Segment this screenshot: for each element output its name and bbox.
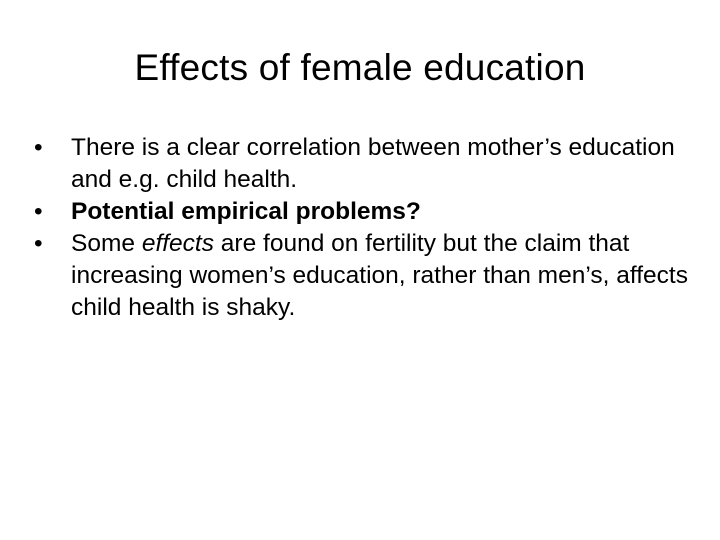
bullet-text-italic: effects bbox=[141, 230, 214, 257]
bullet-text-bold: Potential empirical problems? bbox=[71, 198, 421, 225]
bullet-text-start: Some bbox=[71, 230, 142, 257]
bullet-text: There is a clear correlation between mother’s education and e.g. child health. bbox=[71, 134, 675, 193]
bullet-item-fertility-effects bbox=[34, 228, 704, 324]
bullet-list bbox=[34, 132, 704, 324]
bullet-text-end: are found on fertility but the claim that increasing women’s education, rather than men’s, affects child health is shaky. bbox=[71, 230, 688, 321]
slide-title: Effects of female education bbox=[134, 47, 586, 88]
bullet-point-icon: • bbox=[34, 230, 43, 257]
bullet-point-icon: • bbox=[34, 134, 43, 161]
bullet-item-empirical-problems bbox=[34, 196, 704, 228]
bullet-point-icon: • bbox=[34, 198, 43, 225]
bullet-item-correlation bbox=[34, 132, 704, 196]
